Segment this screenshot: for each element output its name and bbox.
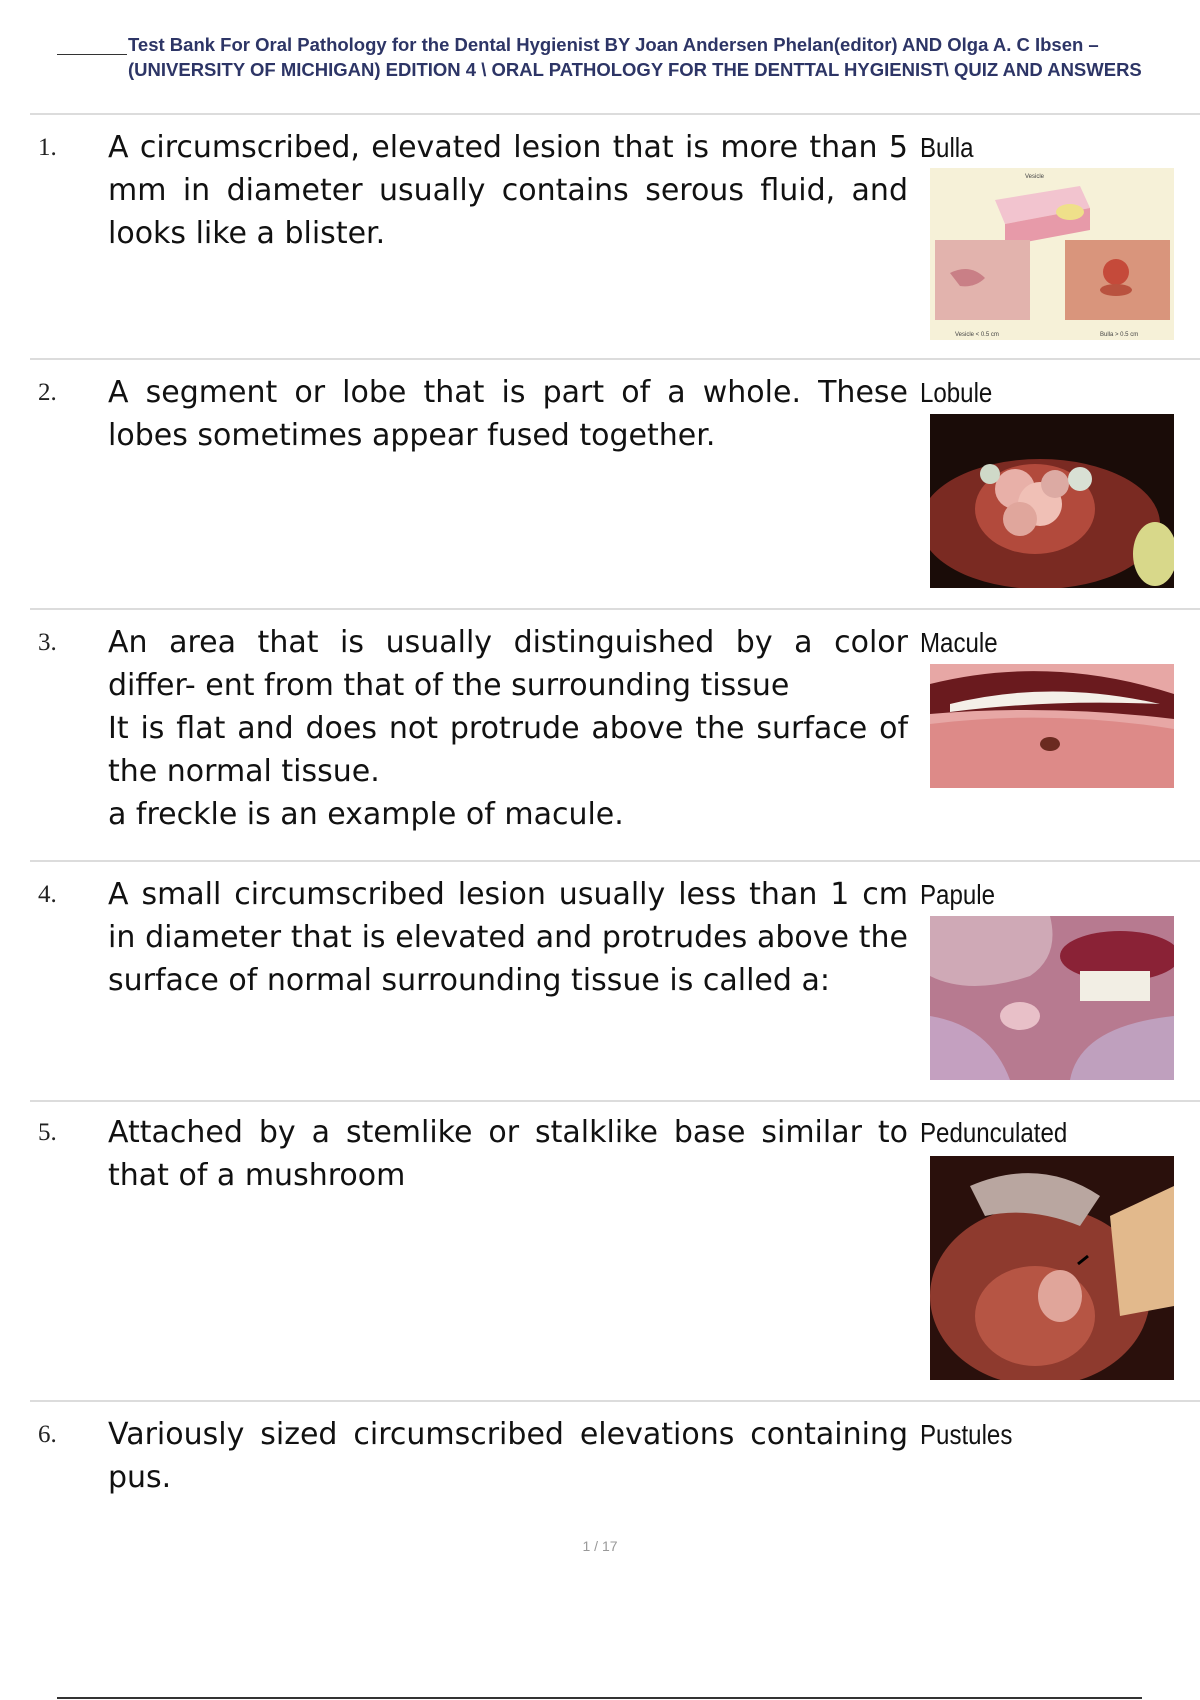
document-title: Test Bank For Oral Pathology for the Dental Hygienist BY Joan Andersen Phelan(editor) AND Olga A. C Ibsen – (UNIVERSITY OF MICHIGAN) EDITION 4 \ ORAL PATHOLOGY FOR THE DENTTAL HYGIENIST\ QUIZ AND ANSWERS [128,34,1142,80]
illustration-top-label: Vesicle [1025,174,1045,180]
page-number: 1 / 17 [582,1538,618,1554]
divider [30,860,1200,862]
item-number: 5. [38,1119,57,1146]
answer-label: Pedunculated [920,1117,1068,1148]
question-text: Attached by a stemlike or stalklike base similar to that of a mushroom [108,1115,908,1193]
question-text [108,621,908,836]
question-line: An area that is usually distinguished by a color differ- ent from that of the surrounding tissue [108,625,908,703]
lobule-clinical-photo [930,414,1174,588]
bottom-rule [57,1697,1142,1699]
answer-label: Bulla [920,132,974,163]
item-number: 6. [38,1421,57,1448]
pedunculated-clinical-photo [930,1156,1174,1380]
vesicle-bulla-illustration [930,168,1174,340]
question-line: a freckle is an example of macule. [108,797,624,832]
papule-clinical-photo [930,916,1174,1080]
question-text: A circumscribed, elevated lesion that is more than 5 mm in diameter usually contains serous fluid, and looks like a blister. [108,130,908,251]
answer-label: Pustules [920,1419,1013,1450]
divider [30,358,1200,360]
item-number: 2. [38,379,57,406]
question-text: Variously sized circumscribed elevations containing pus. [108,1417,908,1495]
divider [30,1400,1200,1402]
question-text: A segment or lobe that is part of a whole. These lobes sometimes appear fused together. [108,375,908,453]
question-text: A small circumscribed lesion usually less than 1 cm in diameter that is elevated and protrudes above the surface of normal surrounding tissue is called a: [108,877,908,998]
answer-label: Macule [920,627,998,658]
illustration-bottom-right-label: Bulla > 0.5 cm [1100,332,1139,338]
illustration-bottom-left-label: Vesicle < 0.5 cm [955,332,999,338]
divider [30,1100,1200,1102]
item-number: 1. [38,134,57,161]
divider [30,608,1200,610]
item-number: 4. [38,881,57,908]
answer-label: Papule [920,879,995,910]
answer-label: Lobule [920,377,993,408]
header-underline [57,54,127,55]
macule-clinical-photo [930,664,1174,788]
question-line: It is flat and does not protrude above the surface of the normal tissue. [108,711,908,789]
item-number: 3. [38,629,57,656]
divider [30,113,1200,115]
